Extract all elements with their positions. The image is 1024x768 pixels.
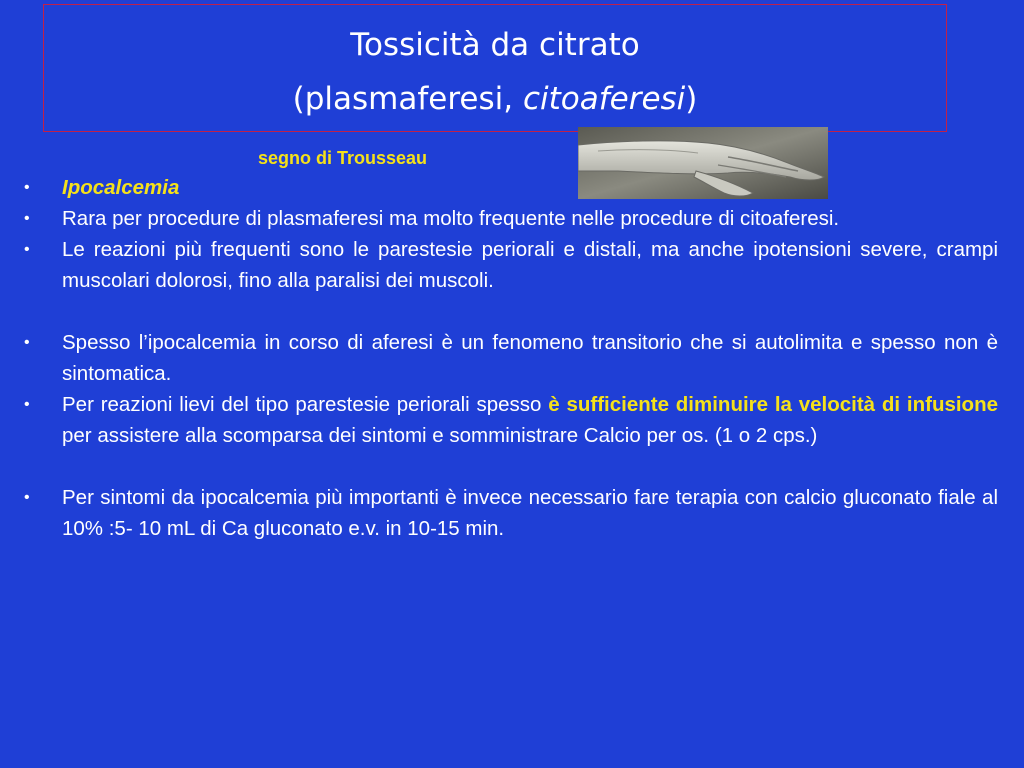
list-item (24, 234, 998, 296)
subtitle-post: ) (685, 81, 698, 117)
bullet-heading: Ipocalcemia (62, 176, 180, 199)
slide-title: Tossicità da citrato (350, 27, 640, 63)
bullet-dot: • (24, 396, 30, 413)
bullet-text-post: per assistere alla scomparsa dei sintomi e somministrare Calcio per os. (1 o 2 cps.) (62, 424, 818, 447)
bullet-text: Spesso l’ipocalcemia in corso di aferesi è un fenomeno transitorio che si autolimita e spesso non è sintomatica. (62, 331, 998, 385)
spacer (24, 296, 998, 327)
list-item (24, 172, 998, 203)
bullet-highlight: è sufficiente diminuire la velocità di infusione (548, 393, 999, 416)
bullet-dot: • (24, 179, 30, 196)
bullet-text-pre: Per reazioni lievi del tipo parestesie periorali spesso (62, 393, 549, 416)
bullet-list (24, 172, 998, 544)
bullet-text: Rara per procedure di plasmaferesi ma molto frequente nelle procedure di citoaferesi. (62, 207, 840, 230)
subtitle-pre: (plasmaferesi, (292, 81, 523, 117)
title-box (43, 4, 947, 132)
bullet-text: Per sintomi da ipocalcemia più importanti è invece necessario fare terapia con calcio gluconato fiale al 10% :5- 10 mL di Ca gluconato e.v. in 10-15 min. (62, 486, 998, 540)
bullet-dot: • (24, 334, 30, 351)
list-item (24, 482, 998, 544)
list-item (24, 327, 998, 389)
spacer (24, 451, 998, 482)
bullet-dot: • (24, 210, 30, 227)
list-item (24, 389, 998, 451)
slide-subtitle (44, 81, 946, 117)
bullet-text: Le reazioni più frequenti sono le parestesie periorali e distali, ma anche ipotensioni severe, crampi muscolari dolorosi, fino alla paralisi dei muscoli. (62, 238, 998, 292)
bullet-dot: • (24, 489, 30, 506)
image-caption: segno di Trousseau (258, 148, 428, 168)
subtitle-italic: citoaferesi (522, 81, 686, 117)
list-item (24, 203, 998, 234)
bullet-dot: • (24, 241, 30, 258)
